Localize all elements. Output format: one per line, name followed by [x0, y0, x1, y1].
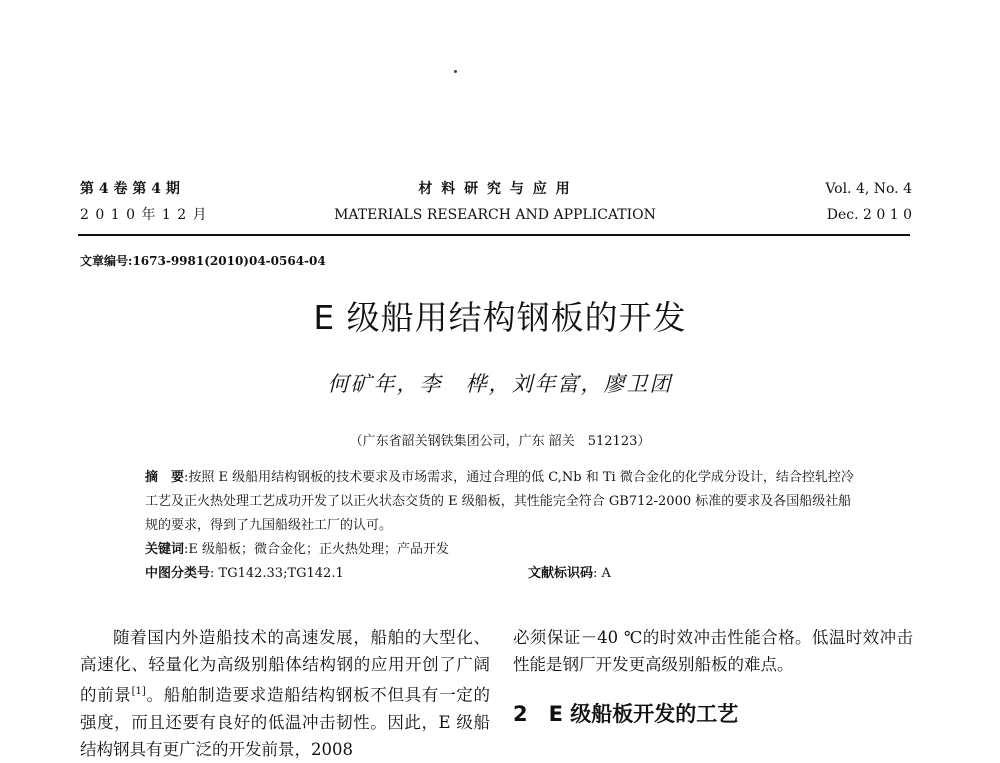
stray-dot [454, 70, 457, 73]
document-code-text: : A [593, 566, 611, 581]
authors: 何矿年，李 桦，刘年富，廖卫团 [327, 372, 673, 396]
journal-title-en: MATERIALS RESEARCH AND APPLICATION [334, 207, 656, 223]
journal-title-cn: 材 料 研 究 与 应 用 [418, 181, 572, 197]
keywords-label: 关键词 [145, 542, 185, 557]
document-code-label: 文献标识码 [528, 566, 594, 581]
article-number [80, 252, 326, 269]
classification-text: : TG142.33;TG142.1 [210, 566, 344, 581]
header-rule [78, 234, 910, 236]
keywords [145, 538, 449, 557]
article-title: E 级船用结构钢板的开发 [313, 298, 687, 337]
body-left-text-rest: 。船舶制造要求造船结构钢板不但具有一定的强度，而且还要有良好的低温冲击韧性。因此，E 级船结构钢具有更广泛的开发前景，2008 [80, 685, 491, 759]
document-code [528, 562, 611, 581]
citation-ref: [1] [131, 686, 146, 697]
keywords-text: :E 级船板；微合金化；正火热处理；产品开发 [184, 542, 450, 557]
abstract-label: 摘 要 [145, 470, 185, 485]
date-en: Dec. 2 0 1 0 [826, 207, 912, 223]
article-number-value: :1673-9981(2010)04-0564-04 [128, 254, 326, 268]
classification-label: 中图分类号 [145, 566, 211, 581]
affiliation: （广东省韶关钢铁集团公司，广东 韶关 512123） [349, 434, 651, 449]
abstract [145, 466, 855, 538]
section-heading: 2 E 级船板开发的工艺 [513, 702, 739, 726]
body-right-column: 必须保证－40 ℃的时效冲击性能合格。低温时效冲击性能是钢厂开发更高级别船板的难点。 [513, 628, 913, 674]
body-left-text: 随着国内外造船技术的高速发展，船舶的大型化、高速化、轻量化为高级别船体结构钢的应用开创了广阔的前景 [80, 628, 490, 705]
volume-issue: 第 4 卷 第 4 期 [80, 181, 180, 197]
article-number-label: 文章编号 [80, 254, 129, 268]
abstract-text: :按照 E 级船用结构钢板的技术要求及市场需求，通过合理的低 C,Nb 和 Ti 微合金化的化学成分设计，结合控轧控冷工艺及正火热处理工艺成功开发了以正火状态交货的 E 级船板，其性能完全符合 GB712-2000 标准的要求及各国船级社船规的要求，得到了九国船级社工厂的认可。 [145, 470, 854, 533]
classification-number [145, 562, 344, 581]
volume-number-en: Vol. 4, No. 4 [825, 181, 912, 197]
body-left-column [80, 624, 490, 763]
publication-date: 2 0 1 0 年 1 2 月 [80, 207, 208, 223]
